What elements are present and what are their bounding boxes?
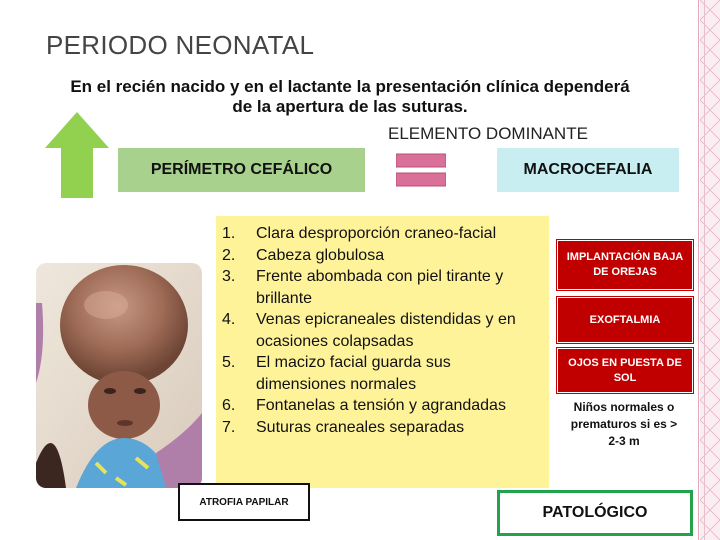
finding-item [222,309,541,352]
finding-text: Fontanelas a tensión y agrandadas [256,397,506,414]
up-arrow-icon [45,112,109,198]
finding-number: 1. [222,225,236,242]
finding-item [222,352,541,395]
exophthalmia-box [557,297,693,343]
finding-number: 6. [222,397,236,414]
finding-item [222,245,541,267]
finding-number: 4. [222,311,236,328]
border-line [698,0,699,540]
decorative-pattern [700,0,720,540]
finding-item [222,223,541,245]
exophthalmia-label: EXOFTALMIA [589,313,661,326]
finding-text: Cabeza globulosa [256,246,385,264]
macrocephaly-box [497,148,679,192]
finding-text: El macizo facial guarda sus dimensiones normales [256,354,451,393]
macrocephaly-label: MACROCEFALIA [523,161,653,178]
intro-text: En el recién nacido y en el lactante la presentación clínica dependerá de la apertura de las suturas. [70,77,630,116]
finding-item [222,417,541,439]
low-ears-box [557,240,693,290]
finding-item [222,266,541,309]
sunset-eyes-label: OJOS EN PUESTA DE SOL [568,356,682,384]
normal-children-note: Niños normales o prematuros si es > 2-3 m [570,400,678,448]
pathological-label: PATOLÓGICO [542,504,648,521]
low-ears-label: IMPLANTACIÓN BAJA DE OREJAS [566,251,684,278]
baby-photo [36,263,202,488]
finding-number: 2. [222,246,236,264]
finding-text: Suturas craneales separadas [256,418,465,436]
sunset-eyes-box [557,348,693,393]
finding-number: 5. [222,354,236,371]
perimeter-label: PERÍMETRO CEFÁLICO [150,161,333,178]
finding-text: Frente abombada con piel tirante y brillante [256,268,504,307]
pathological-box [497,490,693,536]
findings-list-box [216,216,549,488]
optic-atrophy-box [178,483,310,521]
equals-icon [396,150,446,190]
dominant-element-label: ELEMENTO DOMINANTE [388,124,588,143]
finding-item [222,395,541,417]
finding-number: 3. [222,268,236,285]
optic-atrophy-label: ATROFIA PAPILAR [199,496,289,508]
border-line [704,0,705,540]
finding-number: 7. [222,418,236,436]
finding-text: Venas epicraneales distendidas y en ocasiones colapsadas [256,311,516,350]
finding-text: Clara desproporción craneo-facial [256,225,497,242]
findings-list [222,223,541,438]
slide-title: PERIODO NEONATAL [46,30,315,60]
perimeter-box [118,148,365,192]
